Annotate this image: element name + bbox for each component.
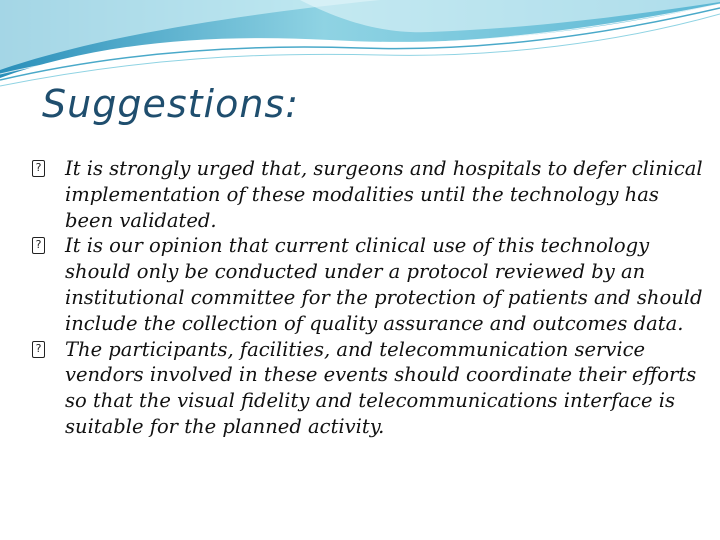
list-item [30, 337, 710, 440]
list-item [30, 156, 710, 233]
missing-glyph-bullet-icon: ? [32, 237, 45, 254]
list-item [30, 233, 710, 336]
bullet-list [30, 156, 710, 440]
bullet-text: It is our opinion that current clinical use of this technology should only be conducted under a protocol reviewed by an institutional committee for the protection of patients and should include the collection of quality assurance and outcomes data. [65, 234, 703, 335]
missing-glyph-bullet-icon: ? [32, 160, 45, 177]
missing-glyph-bullet-icon: ? [32, 341, 45, 358]
bullet-text: It is strongly urged that, surgeons and hospitals to defer clinical implementation of these modalities until the technology has been validated. [65, 157, 703, 232]
header-wave-decoration [0, 0, 720, 90]
bullet-text: The participants, facilities, and telecommunication service vendors involved in these events should coordinate their efforts so that the visual fidelity and telecommunications interface is suitable for the planned activity. [65, 337, 697, 438]
slide-title: Suggestions: [42, 82, 300, 126]
